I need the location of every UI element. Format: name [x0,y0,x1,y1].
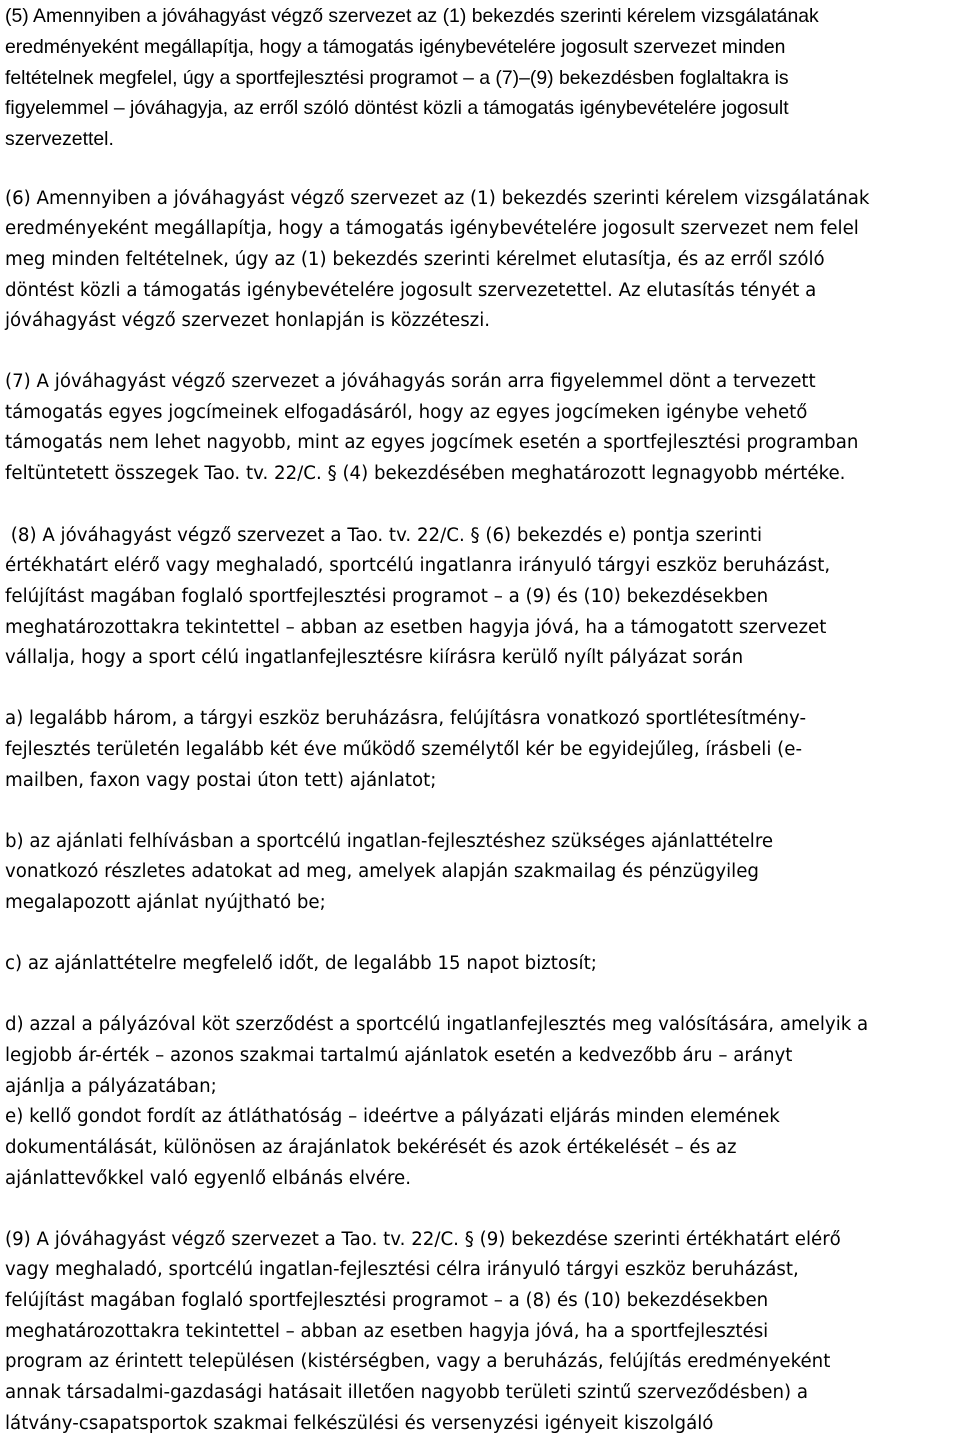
text-line: (9) A jóváhagyást végző szervezet a Tao. tv. 22/C. § (9) bekezdése szerinti értékhatárt elérő [5,1229,841,1250]
text-line: a) legalább három, a tárgyi eszköz beruházásra, felújításra vonatkozó sportlétesítmény- [5,708,807,729]
text-line: felújítást magában foglaló sportfejlesztési programot – a (9) és (10) bekezdésekben [5,586,769,607]
text-line: ajánlja a pályázatában; [5,1076,217,1097]
text-line: jóváhagyást végző szervezet honlapján is közzéteszi. [5,310,491,331]
text-line: (7) A jóváhagyást végző szervezet a jóváhagyás során arra figyelemmel dönt a tervezett [5,371,816,392]
text-line: (8) A jóváhagyást végző szervezet a Tao. tv. 22/C. § (6) bekezdés e) pontja szerinti [5,525,763,546]
text-line: (6) Amennyiben a jóváhagyást végző szervezet az (1) bekezdés szerinti kérelem vizsgálatának [5,188,870,209]
text-line: dokumentálását, különösen az árajánlatok bekérését és azok értékelését – és az [5,1137,737,1158]
text-line: (5) Amennyiben a jóváhagyást végző szervezet az (1) bekezdés szerinti kérelem vizsgálatának [5,5,819,27]
text-line: meghatározottakra tekintettel – abban az esetben hagyja jóvá, ha a sportfejlesztési [5,1321,769,1342]
text-line: értékhatárt elérő vagy meghaladó, sportcélú ingatlanra irányuló tárgyi eszköz beruházást, [5,555,831,576]
text-line: annak társadalmi-gazdasági hatásait illetően nagyobb területi szintű szerveződésben) a [5,1382,809,1403]
text-line: feltételnek megfelel, úgy a sportfejlesztési programot – a (7)–(9) bekezdésben foglaltakra is [5,67,789,89]
text-line: e) kellő gondot fordít az átláthatóság – ideértve a pályázati eljárás minden elemének [5,1106,780,1127]
text-line: meg minden feltételnek, úgy az (1) bekezdés szerinti kérelmet elutasítja, és az erről szóló [5,249,825,270]
text-line: mailben, faxon vagy postai úton tett) ajánlatot; [5,770,437,791]
text-line: legjobb ár-érték – azonos szakmai tartalmú ajánlatok esetén a kedvezőbb áru – arányt [5,1045,793,1066]
text-line: megalapozott ajánlat nyújtható be; [5,892,326,913]
text-line: vagy meghaladó, sportcélú ingatlan-fejlesztési célra irányuló tárgyi eszköz beruházást, [5,1259,799,1280]
text-line: program az érintett településen (kistérségben, vagy a beruházás, felújítás eredményeként [5,1351,831,1372]
text-line: támogatás nem lehet nagyobb, mint az egyes jogcímek esetén a sportfejlesztési programban [5,432,859,453]
text-line: látvány-csapatsportok szakmai felkészülési és versenyzési igényeit kiszolgáló [5,1413,714,1434]
text-line: d) azzal a pályázóval köt szerződést a sportcélú ingatlanfejlesztés meg valósítására, amelyik a [5,1014,869,1035]
text-line: figyelemmel – jóváhagyja, az erről szóló döntést közli a támogatás igénybevételére jogosult [5,97,789,119]
text-line: eredményeként megállapítja, hogy a támogatás igénybevételére jogosult szervezet minden [5,36,786,58]
text-line: vonatkozó részletes adatokat ad meg, amelyek alapján szakmailag és pénzügyileg [5,861,759,882]
text-line: döntést közli a támogatás igénybevételére jogosult szervezetettel. Az elutasítás tényét a [5,280,817,301]
text-line: ajánlattevőkkel való egyenlő elbánás elvére. [5,1168,412,1189]
text-line: szervezettel. [5,128,114,150]
text-line: felújítást magában foglaló sportfejlesztési programot – a (8) és (10) bekezdésekben [5,1290,769,1311]
text-line: feltüntetett összegek Tao. tv. 22/C. § (4) bekezdésében meghatározott legnagyobb mértéke. [5,463,846,484]
text-line: meghatározottakra tekintettel – abban az esetben hagyja jóvá, ha a támogatott szervezet [5,617,827,638]
text-line: c) az ajánlattételre megfelelő időt, de legalább 15 napot biztosít; [5,953,597,974]
text-line: eredményeként megállapítja, hogy a támogatás igénybevételére jogosult szervezet nem felel [5,218,859,239]
text-line: b) az ajánlati felhívásban a sportcélú ingatlan-fejlesztéshez szükséges ajánlattételre [5,831,774,852]
text-line: fejlesztés területén legalább két éve működő személytől kér be egyidejűleg, írásbeli (e- [5,739,803,760]
text-line: támogatás egyes jogcímeinek elfogadásáról, hogy az egyes jogcímeken igénybe vehető [5,402,808,423]
text-line: vállalja, hogy a sport célú ingatlanfejlesztésre kiírásra kerülő nyílt pályázat során [5,647,744,668]
